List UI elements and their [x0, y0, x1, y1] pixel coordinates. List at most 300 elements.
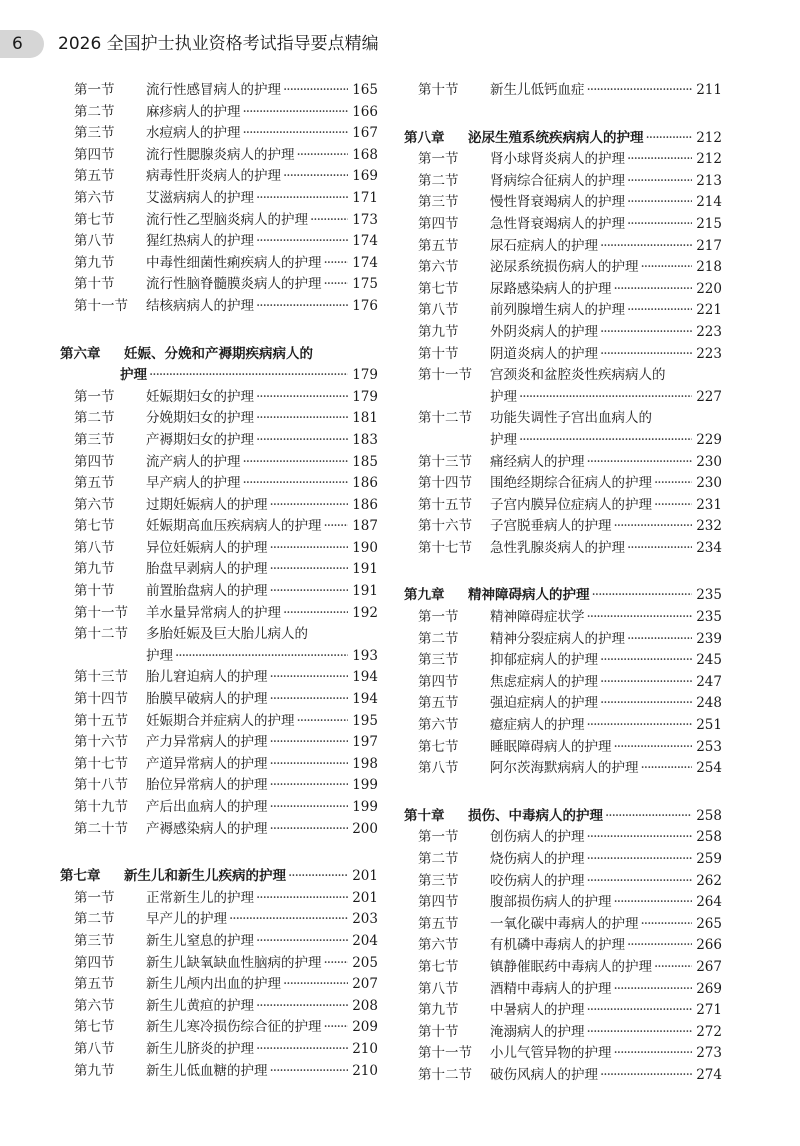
- chapter-label: 第八章: [404, 129, 445, 146]
- section-label: 第十节: [74, 583, 115, 600]
- section-label: 第九节: [74, 1062, 115, 1079]
- leader-dots: [288, 866, 348, 888]
- section-page: 213: [696, 172, 722, 189]
- section-page: 259: [696, 851, 722, 867]
- section-title: 新生儿低血糖的护理: [146, 1062, 268, 1079]
- leader-dots: [270, 581, 349, 603]
- toc-entry[interactable]: [60, 603, 378, 625]
- toc-entry[interactable]: [60, 452, 378, 474]
- toc-entry[interactable]: [60, 1017, 378, 1039]
- toc-entry[interactable]: [404, 279, 722, 301]
- toc-entry[interactable]: [60, 754, 378, 776]
- section-label: 第一节: [418, 829, 459, 846]
- section-page: 166: [352, 103, 378, 120]
- section-label: 第一节: [74, 388, 115, 405]
- section-label: 第六节: [418, 937, 459, 954]
- section-page: 245: [696, 652, 722, 669]
- section-page: 173: [352, 211, 378, 228]
- toc-entry[interactable]: [60, 274, 378, 296]
- toc-entry[interactable]: [404, 452, 722, 474]
- toc-column-left: [60, 80, 378, 1082]
- toc-entry[interactable]: [60, 775, 378, 797]
- section-page: 271: [696, 1002, 722, 1019]
- toc-entry[interactable]: [60, 667, 378, 689]
- section-page: 201: [352, 889, 378, 906]
- section-page: 215: [696, 215, 722, 232]
- section-label: 第三节: [418, 872, 459, 889]
- leader-dots: [627, 171, 692, 193]
- leader-dots: [270, 559, 349, 581]
- toc-entry[interactable]: [60, 931, 378, 953]
- chapter-page: 201: [352, 868, 378, 885]
- toc-entry[interactable]: [60, 581, 378, 603]
- toc-entry-cont[interactable]: [404, 387, 722, 409]
- section-label: 第二节: [418, 630, 459, 647]
- leader-dots: [587, 607, 693, 629]
- section-page: 234: [696, 539, 722, 556]
- section-page: 214: [696, 194, 722, 211]
- section-page: 174: [352, 233, 378, 250]
- toc-entry[interactable]: [404, 737, 722, 759]
- section-page: 168: [352, 146, 378, 163]
- toc-entry[interactable]: [60, 1061, 378, 1083]
- section-label: 第二节: [74, 911, 115, 928]
- toc-entry[interactable]: [60, 80, 378, 102]
- toc-entry[interactable]: [60, 253, 378, 275]
- section-page: 186: [352, 475, 378, 492]
- toc-entry[interactable]: [404, 236, 722, 258]
- leader-dots: [627, 149, 692, 171]
- leader-dots: [587, 1000, 693, 1022]
- section-title: 产力异常病人的护理: [146, 734, 268, 751]
- toc-entry[interactable]: [404, 344, 722, 366]
- toc-entry[interactable]: [404, 80, 722, 102]
- toc-entry[interactable]: [404, 607, 722, 629]
- section-page: 199: [352, 777, 378, 794]
- section-page: 175: [352, 276, 378, 293]
- toc-entry[interactable]: [60, 473, 378, 495]
- section-title-cont: 护理: [146, 647, 173, 664]
- leader-dots: [256, 996, 348, 1018]
- section-label: 第十五节: [74, 712, 128, 729]
- section-title: 分娩期妇女的护理: [146, 410, 254, 427]
- section-label: 第六节: [418, 259, 459, 276]
- toc-entry[interactable]: [60, 387, 378, 409]
- toc-entry[interactable]: [60, 711, 378, 733]
- section-label: 第五节: [74, 475, 115, 492]
- toc-entry[interactable]: [60, 210, 378, 232]
- section-title: 前置胎盘病人的护理: [146, 583, 268, 600]
- section-label: 第三节: [418, 194, 459, 211]
- section-page: 251: [696, 717, 722, 734]
- toc-entry[interactable]: [404, 693, 722, 715]
- leader-dots: [627, 538, 692, 560]
- toc-entry[interactable]: [60, 888, 378, 910]
- toc-entry[interactable]: [60, 538, 378, 560]
- section-label: 第十二节: [74, 626, 128, 643]
- leader-dots: [519, 387, 692, 409]
- section-label: 第十七节: [418, 539, 472, 556]
- section-title: 酒精中毒病人的护理: [490, 980, 612, 997]
- section-title: 精神分裂症病人的护理: [490, 630, 625, 647]
- leader-dots: [627, 192, 692, 214]
- section-page: 258: [696, 829, 722, 846]
- section-title: 创伤病人的护理: [490, 829, 585, 846]
- chapter-heading[interactable]: [404, 806, 722, 828]
- section-label: 第十一节: [418, 367, 472, 384]
- chapter-title-cont: 护理: [120, 367, 147, 384]
- leader-dots: [256, 430, 348, 452]
- section-label: 第十四节: [418, 475, 472, 492]
- section-title: 过期妊娠病人的护理: [146, 496, 268, 513]
- section-title: 肾小球肾炎病人的护理: [490, 151, 625, 168]
- section-page: 183: [352, 431, 378, 448]
- section-label: 第一节: [418, 151, 459, 168]
- toc-entry[interactable]: [60, 689, 378, 711]
- toc-entry[interactable]: [404, 214, 722, 236]
- section-page: 193: [352, 647, 378, 664]
- section-page: 191: [352, 583, 378, 600]
- section-page: 207: [352, 976, 378, 993]
- section-title: 产后出血病人的护理: [146, 799, 268, 815]
- toc-entry[interactable]: [60, 145, 378, 167]
- section-page: 194: [352, 691, 378, 708]
- section-label: 第四节: [74, 954, 115, 971]
- leader-dots: [587, 849, 693, 871]
- section-page: 194: [352, 669, 378, 686]
- section-label: 第二节: [74, 410, 115, 427]
- section-label: 第十九节: [74, 799, 128, 815]
- section-label: 第十节: [418, 82, 459, 98]
- toc-entry[interactable]: [60, 819, 378, 841]
- chapter-title: 新生儿和新生儿疾病的护理: [124, 868, 286, 885]
- leader-dots: [605, 806, 692, 828]
- section-title: 淹溺病人的护理: [490, 1023, 585, 1040]
- section-label: 第五节: [74, 976, 115, 993]
- section-page: 205: [352, 954, 378, 971]
- section-title: 癔症病人的护理: [490, 717, 585, 734]
- page-number: 6: [0, 30, 44, 58]
- toc-entry[interactable]: [404, 914, 722, 936]
- leader-dots: [627, 300, 692, 322]
- toc-entry[interactable]: [404, 758, 722, 780]
- leader-dots: [270, 538, 349, 560]
- toc-entry[interactable]: [404, 322, 722, 344]
- toc-entry[interactable]: [404, 979, 722, 1001]
- leader-dots: [519, 430, 692, 452]
- section-title: 咬伤病人的护理: [490, 872, 585, 889]
- section-title: 异位妊娠病人的护理: [146, 539, 268, 556]
- section-title: 前列腺增生病人的护理: [490, 302, 625, 319]
- section-list: [404, 607, 722, 780]
- toc-entry[interactable]: [60, 408, 378, 430]
- section-list: [404, 827, 722, 1086]
- leader-dots: [256, 296, 348, 318]
- chapter-heading-cont[interactable]: [60, 365, 378, 387]
- section-label: 第四节: [418, 215, 459, 232]
- section-page: 267: [696, 958, 722, 975]
- leader-dots: [297, 145, 349, 167]
- section-title: 新生儿脐炎的护理: [146, 1040, 254, 1057]
- section-title: 新生儿黄疸的护理: [146, 997, 254, 1014]
- section-label: 第七节: [418, 280, 459, 297]
- section-page: 239: [696, 630, 722, 647]
- toc-entry[interactable]: [404, 892, 722, 914]
- section-page: 203: [352, 911, 378, 928]
- toc-entry[interactable]: [404, 715, 722, 737]
- section-label: 第十三节: [418, 453, 472, 470]
- leader-dots: [614, 892, 693, 914]
- section-label: 第十一节: [74, 297, 128, 314]
- section-page: 171: [352, 189, 378, 206]
- toc-entry[interactable]: [60, 430, 378, 452]
- section-label: 第九节: [418, 323, 459, 340]
- leader-dots: [324, 274, 349, 296]
- chapter-label: 第六章: [60, 345, 101, 362]
- toc-entry[interactable]: [404, 516, 722, 538]
- section-title: 小儿气管异物的护理: [490, 1045, 612, 1062]
- toc-entry[interactable]: [404, 650, 722, 672]
- toc-entry[interactable]: [404, 473, 722, 495]
- section-page: 197: [352, 734, 378, 751]
- section-title: 胎膜早破病人的护理: [146, 691, 268, 708]
- section-title: 子宫脱垂病人的护理: [490, 518, 612, 535]
- toc-entry[interactable]: [404, 629, 722, 651]
- toc-entry[interactable]: [60, 166, 378, 188]
- toc-entry[interactable]: [60, 516, 378, 538]
- section-label: 第七节: [418, 958, 459, 975]
- toc-entry[interactable]: [404, 957, 722, 979]
- toc-entry[interactable]: [60, 559, 378, 581]
- leader-dots: [614, 737, 693, 759]
- toc-entry[interactable]: [404, 192, 722, 214]
- section-label: 第八节: [74, 539, 115, 556]
- section-label: 第五节: [74, 168, 115, 185]
- leader-dots: [587, 452, 693, 474]
- section-title: 结核病病人的护理: [146, 297, 254, 314]
- section-label: 第二节: [418, 172, 459, 189]
- toc-entry[interactable]: [404, 1000, 722, 1022]
- section-page: 186: [352, 496, 378, 513]
- section-title: 妊娠期高血压疾病病人的护理: [146, 518, 322, 535]
- section-list: [404, 452, 722, 560]
- section-title: 功能失调性子宫出血病人的: [490, 410, 652, 427]
- toc-entry[interactable]: [404, 849, 722, 871]
- toc-entry[interactable]: [60, 974, 378, 996]
- toc-entry[interactable]: [404, 1043, 722, 1065]
- toc-entry[interactable]: [404, 871, 722, 893]
- section-list: [60, 667, 378, 840]
- section-label: 第五节: [418, 237, 459, 254]
- section-title: 猩红热病人的护理: [146, 233, 254, 250]
- section-title: 早产病人的护理: [146, 475, 241, 492]
- toc-entry[interactable]: [60, 732, 378, 754]
- leader-dots: [587, 80, 693, 102]
- toc-entry[interactable]: [60, 1039, 378, 1061]
- section-page: 254: [696, 760, 722, 777]
- section-title: 镇静催眠药中毒病人的护理: [490, 958, 652, 975]
- leader-dots: [243, 473, 349, 495]
- toc-entry[interactable]: [404, 672, 722, 694]
- section-list: [60, 387, 378, 625]
- leader-dots: [641, 914, 693, 936]
- section-title: 流行性乙型脑炎病人的护理: [146, 211, 308, 228]
- section-title: 正常新生儿的护理: [146, 889, 254, 906]
- toc-entry[interactable]: [404, 408, 722, 430]
- section-label: 第五节: [418, 695, 459, 712]
- section-label: 第七节: [74, 518, 115, 535]
- section-title: 多胎妊娠及巨大胎儿病人的: [146, 626, 308, 643]
- section-label: 第十节: [418, 1023, 459, 1040]
- section-page: 230: [696, 453, 722, 470]
- section-page: 220: [696, 280, 722, 297]
- section-page: 266: [696, 937, 722, 954]
- leader-dots: [600, 236, 692, 258]
- toc-entry[interactable]: [404, 257, 722, 279]
- section-label: 第十一节: [418, 1045, 472, 1062]
- section-page: 198: [352, 755, 378, 772]
- section-label: 第十六节: [418, 518, 472, 535]
- section-page: 165: [352, 82, 378, 98]
- toc-entry[interactable]: [404, 149, 722, 171]
- section-page: 223: [696, 323, 722, 340]
- section-page: 230: [696, 475, 722, 492]
- toc-entry[interactable]: [60, 797, 378, 819]
- section-label: 第六节: [74, 496, 115, 513]
- section-page: 272: [696, 1023, 722, 1040]
- toc-entry-cont[interactable]: [404, 430, 722, 452]
- leader-dots: [149, 365, 348, 387]
- toc-entry[interactable]: [60, 495, 378, 517]
- section-page: 218: [696, 259, 722, 276]
- section-label: 第二十节: [74, 820, 128, 837]
- section-label: 第八节: [418, 980, 459, 997]
- leader-dots: [283, 603, 348, 625]
- section-title: 阴道炎病人的护理: [490, 345, 598, 362]
- section-label: 第八节: [74, 1040, 115, 1057]
- leader-dots: [592, 585, 693, 607]
- leader-dots: [283, 166, 348, 188]
- toc-entry[interactable]: [404, 1065, 722, 1087]
- leader-dots: [310, 210, 348, 232]
- section-page: 200: [352, 820, 378, 837]
- section-title: 抑郁症病人的护理: [490, 652, 598, 669]
- section-label: 第十四节: [74, 691, 128, 708]
- section-title: 病毒性肝炎病人的护理: [146, 168, 281, 185]
- chapter-label: 第九章: [404, 587, 445, 604]
- toc-entry[interactable]: [60, 953, 378, 975]
- section-label: 第十八节: [74, 777, 128, 794]
- toc-entry[interactable]: [404, 171, 722, 193]
- toc-entry[interactable]: [404, 300, 722, 322]
- toc-entry-cont[interactable]: [60, 646, 378, 668]
- chapter-page: 258: [696, 807, 722, 824]
- section-title: 早产儿的护理: [146, 911, 227, 928]
- toc-entry[interactable]: [60, 624, 378, 646]
- leader-dots: [270, 689, 349, 711]
- section-title: 羊水量异常病人的护理: [146, 604, 281, 621]
- leader-dots: [614, 279, 693, 301]
- section-title: 一氧化碳中毒病人的护理: [490, 915, 639, 932]
- section-title: 妊娠期合并症病人的护理: [146, 712, 295, 729]
- section-title: 有机磷中毒病人的护理: [490, 937, 625, 954]
- toc-entry[interactable]: [404, 538, 722, 560]
- leader-dots: [270, 732, 349, 754]
- section-page: 192: [352, 604, 378, 621]
- section-title: 肾病综合征病人的护理: [490, 172, 625, 189]
- section-title: 急性乳腺炎病人的护理: [490, 539, 625, 556]
- leader-dots: [297, 711, 349, 733]
- chapter-heading[interactable]: [404, 585, 722, 607]
- leader-dots: [600, 344, 692, 366]
- toc-entry[interactable]: [60, 296, 378, 318]
- section-title: 围绝经期综合征病人的护理: [490, 475, 652, 492]
- leader-dots: [646, 128, 693, 150]
- section-page: 204: [352, 932, 378, 949]
- section-title: 痛经病人的护理: [490, 453, 585, 470]
- leader-dots: [175, 646, 348, 668]
- section-label: 第七节: [74, 1019, 115, 1036]
- section-label: 第九节: [74, 254, 115, 271]
- toc-entry[interactable]: [404, 935, 722, 957]
- leader-dots: [270, 775, 349, 797]
- section-page: 174: [352, 254, 378, 271]
- section-label: 第七节: [74, 211, 115, 228]
- section-page: 210: [352, 1062, 378, 1079]
- leader-dots: [627, 214, 692, 236]
- chapter-heading[interactable]: [404, 128, 722, 150]
- toc-entry[interactable]: [404, 495, 722, 517]
- chapter-label: 第七章: [60, 868, 101, 885]
- toc-entry[interactable]: [404, 827, 722, 849]
- section-title: 强迫症病人的护理: [490, 695, 598, 712]
- page-header: [0, 30, 800, 58]
- leader-dots: [654, 473, 692, 495]
- section-label: 第一节: [418, 609, 459, 626]
- section-title: 流行性感冒病人的护理: [146, 82, 281, 98]
- section-title: 急性肾衰竭病人的护理: [490, 215, 625, 232]
- section-title: 流行性腮腺炎病人的护理: [146, 146, 295, 163]
- section-page: 269: [696, 980, 722, 997]
- toc-entry[interactable]: [60, 123, 378, 145]
- toc-entry[interactable]: [404, 365, 722, 387]
- leader-dots: [324, 1017, 349, 1039]
- section-page: 191: [352, 561, 378, 578]
- chapter-title: 泌尿生殖系统疾病病人的护理: [468, 129, 644, 146]
- chapter-title: 妊娠、分娩和产褥期疾病病人的: [124, 345, 313, 362]
- section-label: 第四节: [74, 146, 115, 163]
- leader-dots: [256, 931, 348, 953]
- section-title: 麻疹病人的护理: [146, 103, 241, 120]
- section-label: 第六节: [74, 997, 115, 1014]
- toc-entry[interactable]: [60, 188, 378, 210]
- section-page: 223: [696, 345, 722, 362]
- toc-entry[interactable]: [60, 996, 378, 1018]
- leader-dots: [641, 758, 693, 780]
- leader-dots: [256, 188, 348, 210]
- toc-entry[interactable]: [60, 102, 378, 124]
- section-label: 第三节: [74, 125, 115, 142]
- toc-entry[interactable]: [60, 231, 378, 253]
- section-page: 229: [696, 431, 722, 448]
- chapter-heading[interactable]: [60, 866, 378, 888]
- toc-entry[interactable]: [60, 909, 378, 931]
- leader-dots: [283, 80, 348, 102]
- section-page: 187: [352, 518, 378, 535]
- toc-entry[interactable]: [404, 1022, 722, 1044]
- chapter-heading[interactable]: [60, 344, 378, 366]
- chapter-label: 第十章: [404, 807, 445, 824]
